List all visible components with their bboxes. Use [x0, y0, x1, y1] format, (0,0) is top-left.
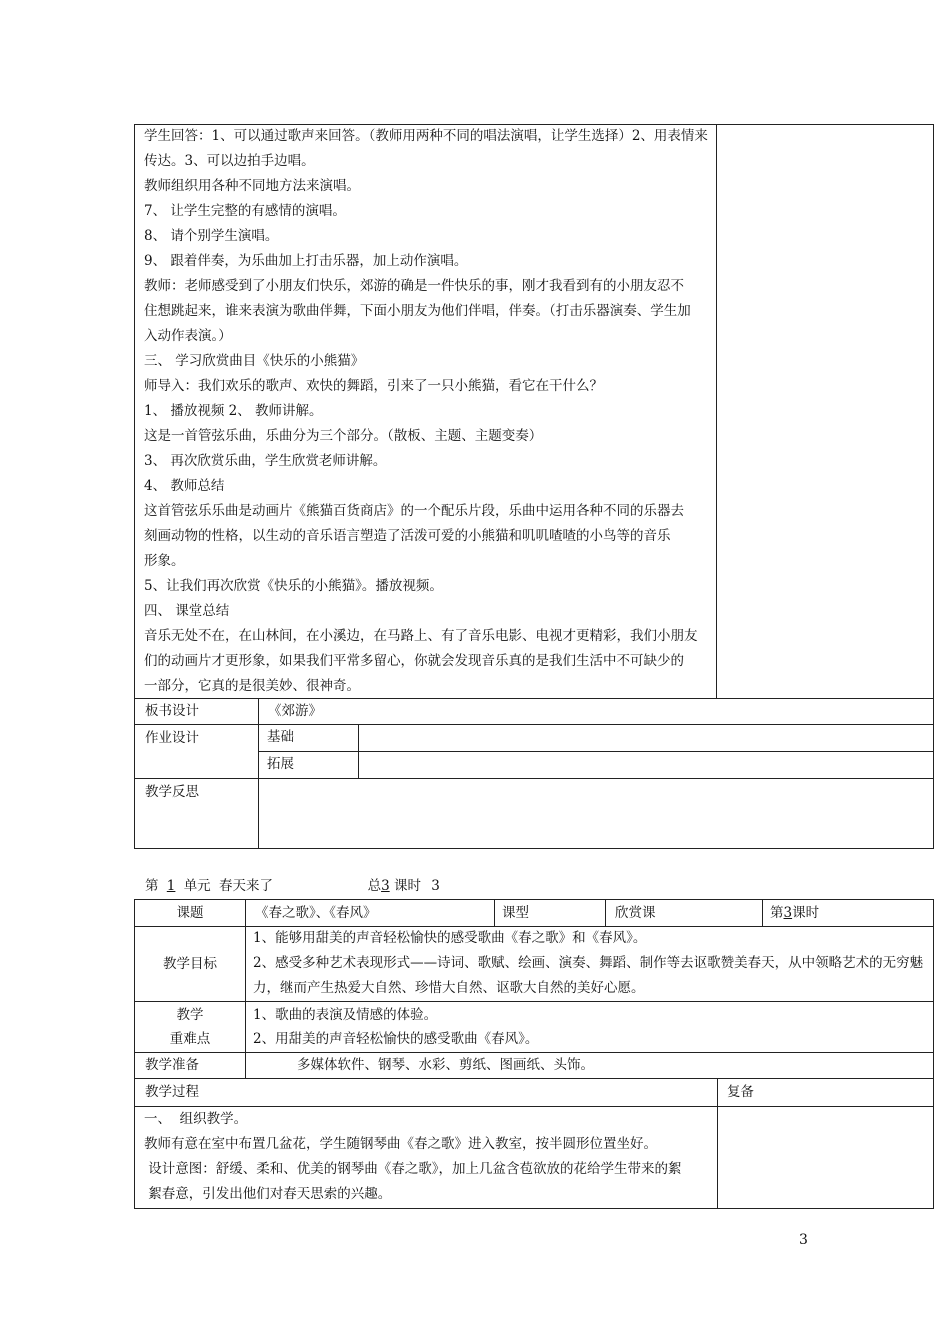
- body-line: 们的动画片才更形象，如果我们平常多留心，你就会发现音乐真的是我们生活中不可缺少的: [144, 653, 684, 669]
- key-line: 2、用甜美的声音轻松愉快的感受歌曲《春风》。: [253, 1031, 539, 1047]
- homework-basic-value-cell: [358, 724, 934, 752]
- objectives-label-cell: [134, 926, 246, 1002]
- homework-extend-value-cell: [358, 751, 934, 779]
- type-label-cell: [494, 899, 606, 927]
- process-line: 絮春意，引发出他们对春天思索的兴趣。: [144, 1186, 392, 1202]
- prep-label: 教学准备: [145, 1057, 199, 1073]
- reflection-label: 教学反思: [145, 784, 199, 800]
- body-line: 传达。3、可以边拍手边唱。: [144, 153, 315, 169]
- body-line: 入动作表演。）: [144, 328, 232, 344]
- prep-value-cell: [245, 1052, 934, 1079]
- homework-basic-label: 基础: [267, 729, 294, 745]
- body-line: 8、 请个别学生演唱。: [144, 228, 279, 244]
- body-line: 1、 播放视频 2、 教师讲解。: [144, 403, 323, 419]
- reflection-value-cell: [258, 778, 934, 849]
- process-label-cell: [134, 1078, 718, 1107]
- body-line: 5、让我们再次欣赏《快乐的小熊猫》。播放视频。: [144, 578, 443, 594]
- key-value-cell: [245, 1001, 934, 1053]
- body-line: 学生回答：1、可以通过歌声来回答。（教师用两种不同的唱法演唱，让学生选择）2、用表情来: [144, 128, 708, 144]
- unit-number: 1: [166, 878, 176, 894]
- unit-header: [145, 876, 440, 896]
- unit-prefix: 第: [145, 878, 159, 894]
- homework-extend-cell: [258, 751, 359, 779]
- objectives-label: 教学目标: [163, 956, 217, 972]
- process-review-cell: [717, 1106, 934, 1209]
- board-value-cell: [258, 698, 934, 725]
- topic-label-cell: [134, 899, 246, 927]
- homework-extend-label: 拓展: [267, 756, 294, 772]
- body-line: 3、 再次欣赏乐曲，学生欣赏老师讲解。: [144, 453, 387, 469]
- body-line: 这是一首管弦乐曲，乐曲分为三个部分。（散板、主题、主题变奏）: [144, 428, 543, 444]
- body-line: 一部分，它真的是很美妙、很神奇。: [144, 678, 360, 694]
- review-label-cell: [717, 1078, 934, 1107]
- body-line: 教师组织用各种不同地方法来演唱。: [144, 178, 360, 194]
- body-line: 教师：老师感受到了小朋友们快乐，郊游的确是一件快乐的事，刚才我看到有的小朋友忍不: [144, 278, 684, 294]
- top-body-text: [144, 124, 714, 699]
- body-line: 四、 课堂总结: [144, 603, 230, 619]
- board-label-cell: [134, 698, 259, 725]
- key-line: 1、歌曲的表演及情感的体验。: [253, 1007, 438, 1023]
- type-value-cell: [605, 899, 763, 927]
- unit-word: 单元: [183, 878, 211, 894]
- body-line: 师导入：我们欢乐的歌声、欢快的舞蹈，引来了一只小熊猫，看它在干什么？: [144, 378, 603, 394]
- body-line: 9、 跟着伴奏，为乐曲加上打击乐器，加上动作演唱。: [144, 253, 468, 269]
- review-label: 复备: [727, 1084, 754, 1100]
- process-label: 教学过程: [145, 1084, 199, 1100]
- body-line: 三、 学习欣赏曲目《快乐的小熊猫》: [144, 353, 365, 369]
- body-line: 4、 教师总结: [144, 478, 225, 494]
- homework-label: 作业设计: [145, 730, 199, 746]
- topic-value: 《春之歌》、《春风》: [255, 905, 377, 921]
- period-number: 3: [783, 905, 793, 921]
- body-line: 刻画动物的性格，以生动的音乐语言塑造了活泼可爱的小熊猫和叽叽喳喳的小鸟等的音乐: [144, 528, 671, 544]
- board-label: 板书设计: [145, 703, 199, 719]
- total-tail: 3: [431, 878, 440, 894]
- key-label-cell: [134, 1001, 246, 1053]
- body-line: 音乐无处不在，在山林间，在小溪边，在马路上、有了音乐电影、电视才更精彩，我们小朋友: [144, 628, 698, 644]
- process-body-cell: [134, 1106, 718, 1209]
- body-line: 这首管弦乐乐曲是动画片《熊猫百货商店》的一个配乐片段，乐曲中运用各种不同的乐器去: [144, 503, 684, 519]
- objective-line: 2、感受多种艺术表现形式——诗词、歌赋、绘画、演奏、舞蹈、制作等去讴歌赞美春天，从中领略艺术的无穷魅: [253, 955, 924, 971]
- topic-value-cell: [245, 899, 495, 927]
- key-label-line-2: 重难点: [169, 1031, 211, 1047]
- topic-label: 课题: [176, 905, 204, 921]
- period-prefix: 第: [770, 905, 784, 921]
- board-value: 《郊游》: [268, 703, 322, 719]
- objectives-value-cell: [245, 926, 934, 1002]
- objective-line: 1、能够用甜美的声音轻松愉快的感受歌曲《春之歌》和《春风》。: [253, 930, 647, 946]
- process-line: 一、 组织教学。: [144, 1111, 248, 1127]
- reflection-label-cell: [134, 778, 259, 849]
- process-line: 设计意图：舒缓、柔和、优美的钢琴曲《春之歌》，加上几盆含苞欲放的花给学生带来的絮: [144, 1161, 682, 1177]
- total-suffix: 课时: [393, 878, 421, 894]
- page-number: 3: [799, 1232, 808, 1248]
- homework-basic-cell: [258, 724, 359, 752]
- prep-label-cell: [134, 1052, 246, 1079]
- homework-label-cell: [134, 724, 259, 779]
- key-label-line-1: 教学: [176, 1007, 204, 1023]
- top-review-cell: [716, 124, 934, 699]
- body-line: 7、 让学生完整的有感情的演唱。: [144, 203, 346, 219]
- total-prefix: 总: [367, 878, 382, 894]
- period-cell: [762, 899, 934, 927]
- process-line: 教师有意在室中布置几盆花，学生随钢琴曲《春之歌》进入教室，按半圆形位置坐好。: [144, 1136, 657, 1152]
- prep-value: 多媒体软件、钢琴、水彩、剪纸、图画纸、头饰。: [297, 1057, 594, 1073]
- type-label: 课型: [502, 905, 529, 921]
- body-line: 形象。: [144, 553, 185, 569]
- total-number: 3: [381, 878, 390, 894]
- period-suffix: 课时: [792, 905, 820, 921]
- unit-title: 春天来了: [218, 878, 273, 894]
- body-line: 住想跳起来，谁来表演为歌曲伴舞，下面小朋友为他们伴唱，伴奏。（打击乐器演奏、学生加: [144, 303, 691, 319]
- type-value: 欣赏课: [615, 905, 656, 921]
- objective-line: 力，继而产生热爱大自然、珍惜大自然、讴歌大自然的美好心愿。: [253, 980, 645, 996]
